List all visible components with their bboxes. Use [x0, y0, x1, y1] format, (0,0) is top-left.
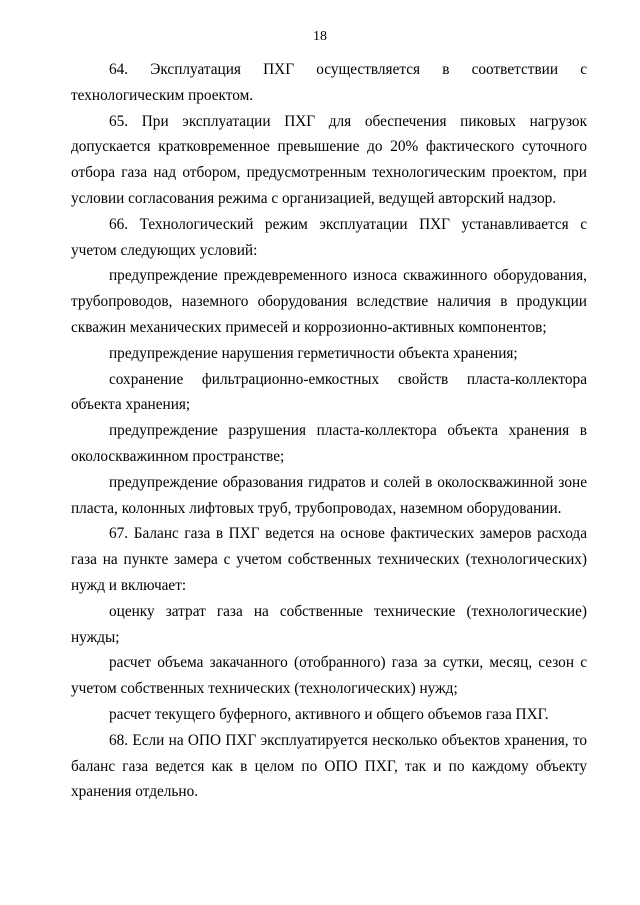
- page-number: 18: [313, 29, 327, 44]
- paragraph-67: 67. Баланс газа в ПХГ ведется на основе фактических замеров расхода газа на пункте замера с учетом собственных технических (технологических) нужд и включает:: [71, 525, 587, 594]
- list-item-reservoir-properties: сохранение фильтрационно-емкостных свойств пласта-коллектора объекта хранения;: [71, 370, 587, 414]
- paragraph-68: 68. Если на ОПО ПХГ эксплуатируется несколько объектов хранения, то баланс газа ведется как в целом по ОПО ПХГ, так и по каждому объекту хранения отдельно.: [71, 731, 587, 801]
- list-item-gas-cost: оценку затрат газа на собственные технические (технологические) нужды;: [71, 602, 587, 646]
- paragraph-66: 66. Технологический режим эксплуатации ПХГ устанавливается с учетом следующих условий:: [71, 215, 587, 259]
- list-item-collector-destruction: предупреждение разрушения пласта-коллектора объекта хранения в околоскважинном пространстве;: [71, 422, 587, 465]
- list-item-tightness: предупреждение нарушения герметичности объекта хранения;: [109, 344, 518, 362]
- list-item-current-volumes: расчет текущего буферного, активного и общего объемов газа ПХГ.: [109, 705, 549, 723]
- paragraph-64: 64. Эксплуатация ПХГ осуществляется в соответствии с технологическим проектом.: [71, 61, 587, 104]
- list-item-volume-calc: расчет объема закачанного (отобранного) газа за сутки, месяц, сезон с учетом собственных технических (технологических) нужд;: [71, 654, 587, 698]
- paragraph-65: 65. При эксплуатации ПХГ для обеспечения пиковых нагрузок допускается кратковременное превышение до 20% фактического суточного отбора газа над отбором, предусмотренным технологическим проектом, при условии согласования режима с организацией, ведущей авторский надзор.: [71, 112, 587, 207]
- document-body: [71, 57, 587, 805]
- list-item-hydrates: предупреждение образования гидратов и солей в околоскважинной зоне пласта, колонных лифтовых труб, трубопроводах, наземном оборудовании.: [71, 473, 587, 517]
- list-item-wear-prevention: предупреждение преждевременного износа скважинного оборудования, трубопроводов, наземного оборудования вследствие наличия в продукции скважин механических примесей и коррозионно-активных компонентов;: [71, 267, 587, 336]
